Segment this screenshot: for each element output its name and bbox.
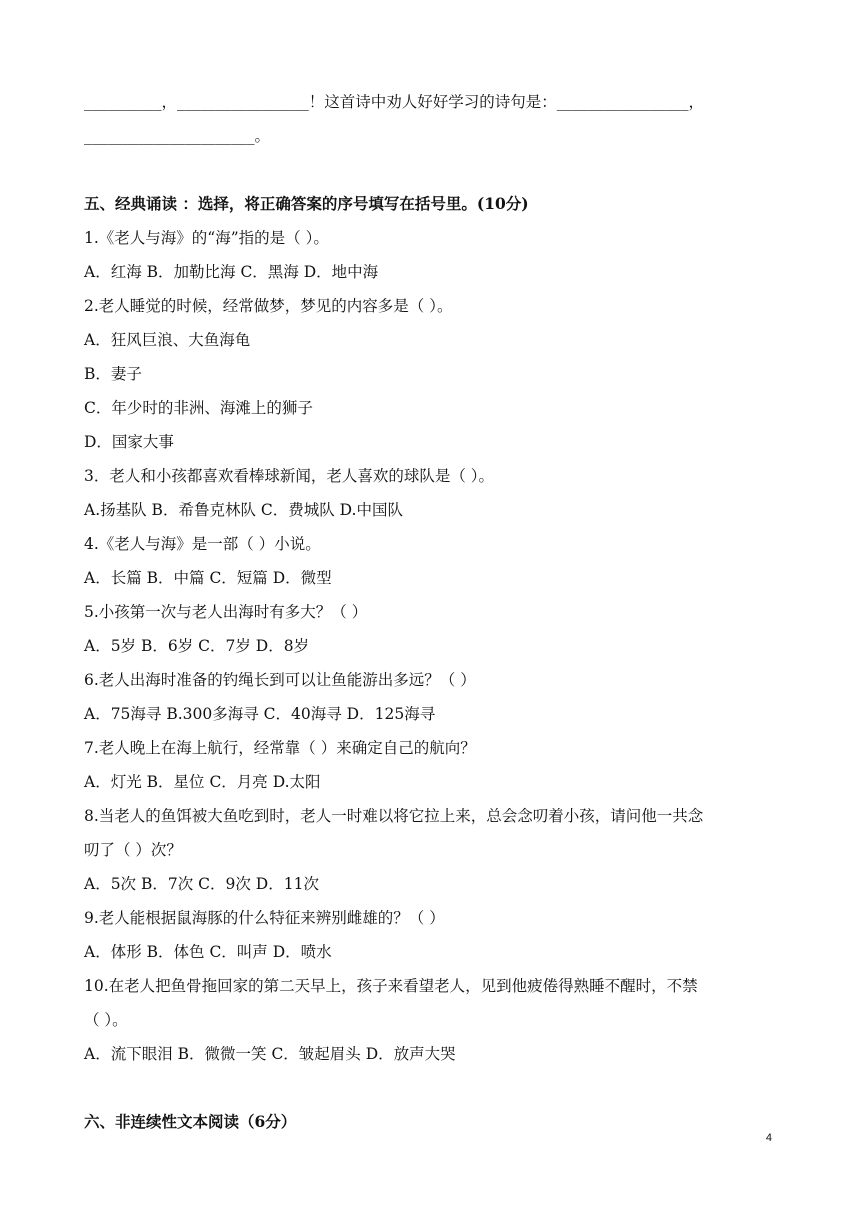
options-line: A．狂风巨浪、大鱼海龟 xyxy=(84,331,251,349)
question-line: 2.老人睡觉的时候，经常做梦，梦见的内容多是（ ）。 xyxy=(84,297,453,315)
fill-in-line-1: __________，_________________！这首诗中劝人好好学习的诗句是：_________________， xyxy=(84,93,705,111)
question-line: 9.老人能根据鼠海豚的什么特征来辨别雌雄的？（ ） xyxy=(84,909,445,927)
question-line: 3．老人和小孩都喜欢看棒球新闻，老人喜欢的球队是（ ）。 xyxy=(84,467,495,485)
question-line-continued: （ ）。 xyxy=(84,1011,128,1029)
options-line: A．5次 B．7次 C．9次 D．11次 xyxy=(84,875,319,893)
section-6-heading: 六、非连续性文本阅读（6分） xyxy=(84,1112,297,1131)
options-line: A．灯光 B．星位 C．月亮 D.太阳 xyxy=(84,773,321,791)
question-line: 5.小孩第一次与老人出海时有多大？（ ） xyxy=(84,603,368,621)
question-line-continued: 叨了（ ）次？ xyxy=(84,841,182,859)
options-line: B．妻子 xyxy=(84,365,142,383)
options-line: A．体形 B．体色 C．叫声 D．喷水 xyxy=(84,943,332,961)
question-line: 1.《老人与海》的“海”指的是（ ）。 xyxy=(84,229,329,247)
options-line: A．5岁 B．6岁 C．7岁 D．8岁 xyxy=(84,637,310,655)
options-line: A.扬基队 B．希鲁克林队 C．费城队 D.中国队 xyxy=(84,501,403,519)
options-line: A．红海 B．加勒比海 C．黑海 D．地中海 xyxy=(84,263,379,281)
question-line: 10.在老人把鱼骨拖回家的第二天早上，孩子来看望老人，见到他疲倦得熟睡不醒时，不禁 xyxy=(84,977,698,995)
question-line: 8.当老人的鱼饵被大鱼吃到时，老人一时难以将它拉上来，总会念叨着小孩，请问他一共念 xyxy=(84,807,704,825)
options-line: A．75海寻 B.300多海寻 C．40海寻 D．125海寻 xyxy=(84,705,436,723)
options-line: C．年少时的非洲、海滩上的狮子 xyxy=(84,399,313,417)
options-line: D．国家大事 xyxy=(84,433,174,451)
section-5-heading: 五、经典诵读 ：选择，将正确答案的序号填写在括号里。(10分) xyxy=(84,194,529,213)
page-number: 4 xyxy=(765,1132,772,1144)
options-line: A．流下眼泪 B．微微一笑 C．皱起眉头 D．放声大哭 xyxy=(84,1045,456,1063)
question-line: 6.老人出海时准备的钓绳长到可以让鱼能游出多远？（ ） xyxy=(84,671,476,689)
question-line: 4.《老人与海》是一部（ ）小说。 xyxy=(84,535,321,553)
question-line: 7.老人晚上在海上航行，经常靠（ ）来确定自己的航向？ xyxy=(84,739,476,757)
options-line: A．长篇 B．中篇 C．短篇 D．微型 xyxy=(84,569,332,587)
fill-in-line-2: ______________________。 xyxy=(84,127,271,145)
